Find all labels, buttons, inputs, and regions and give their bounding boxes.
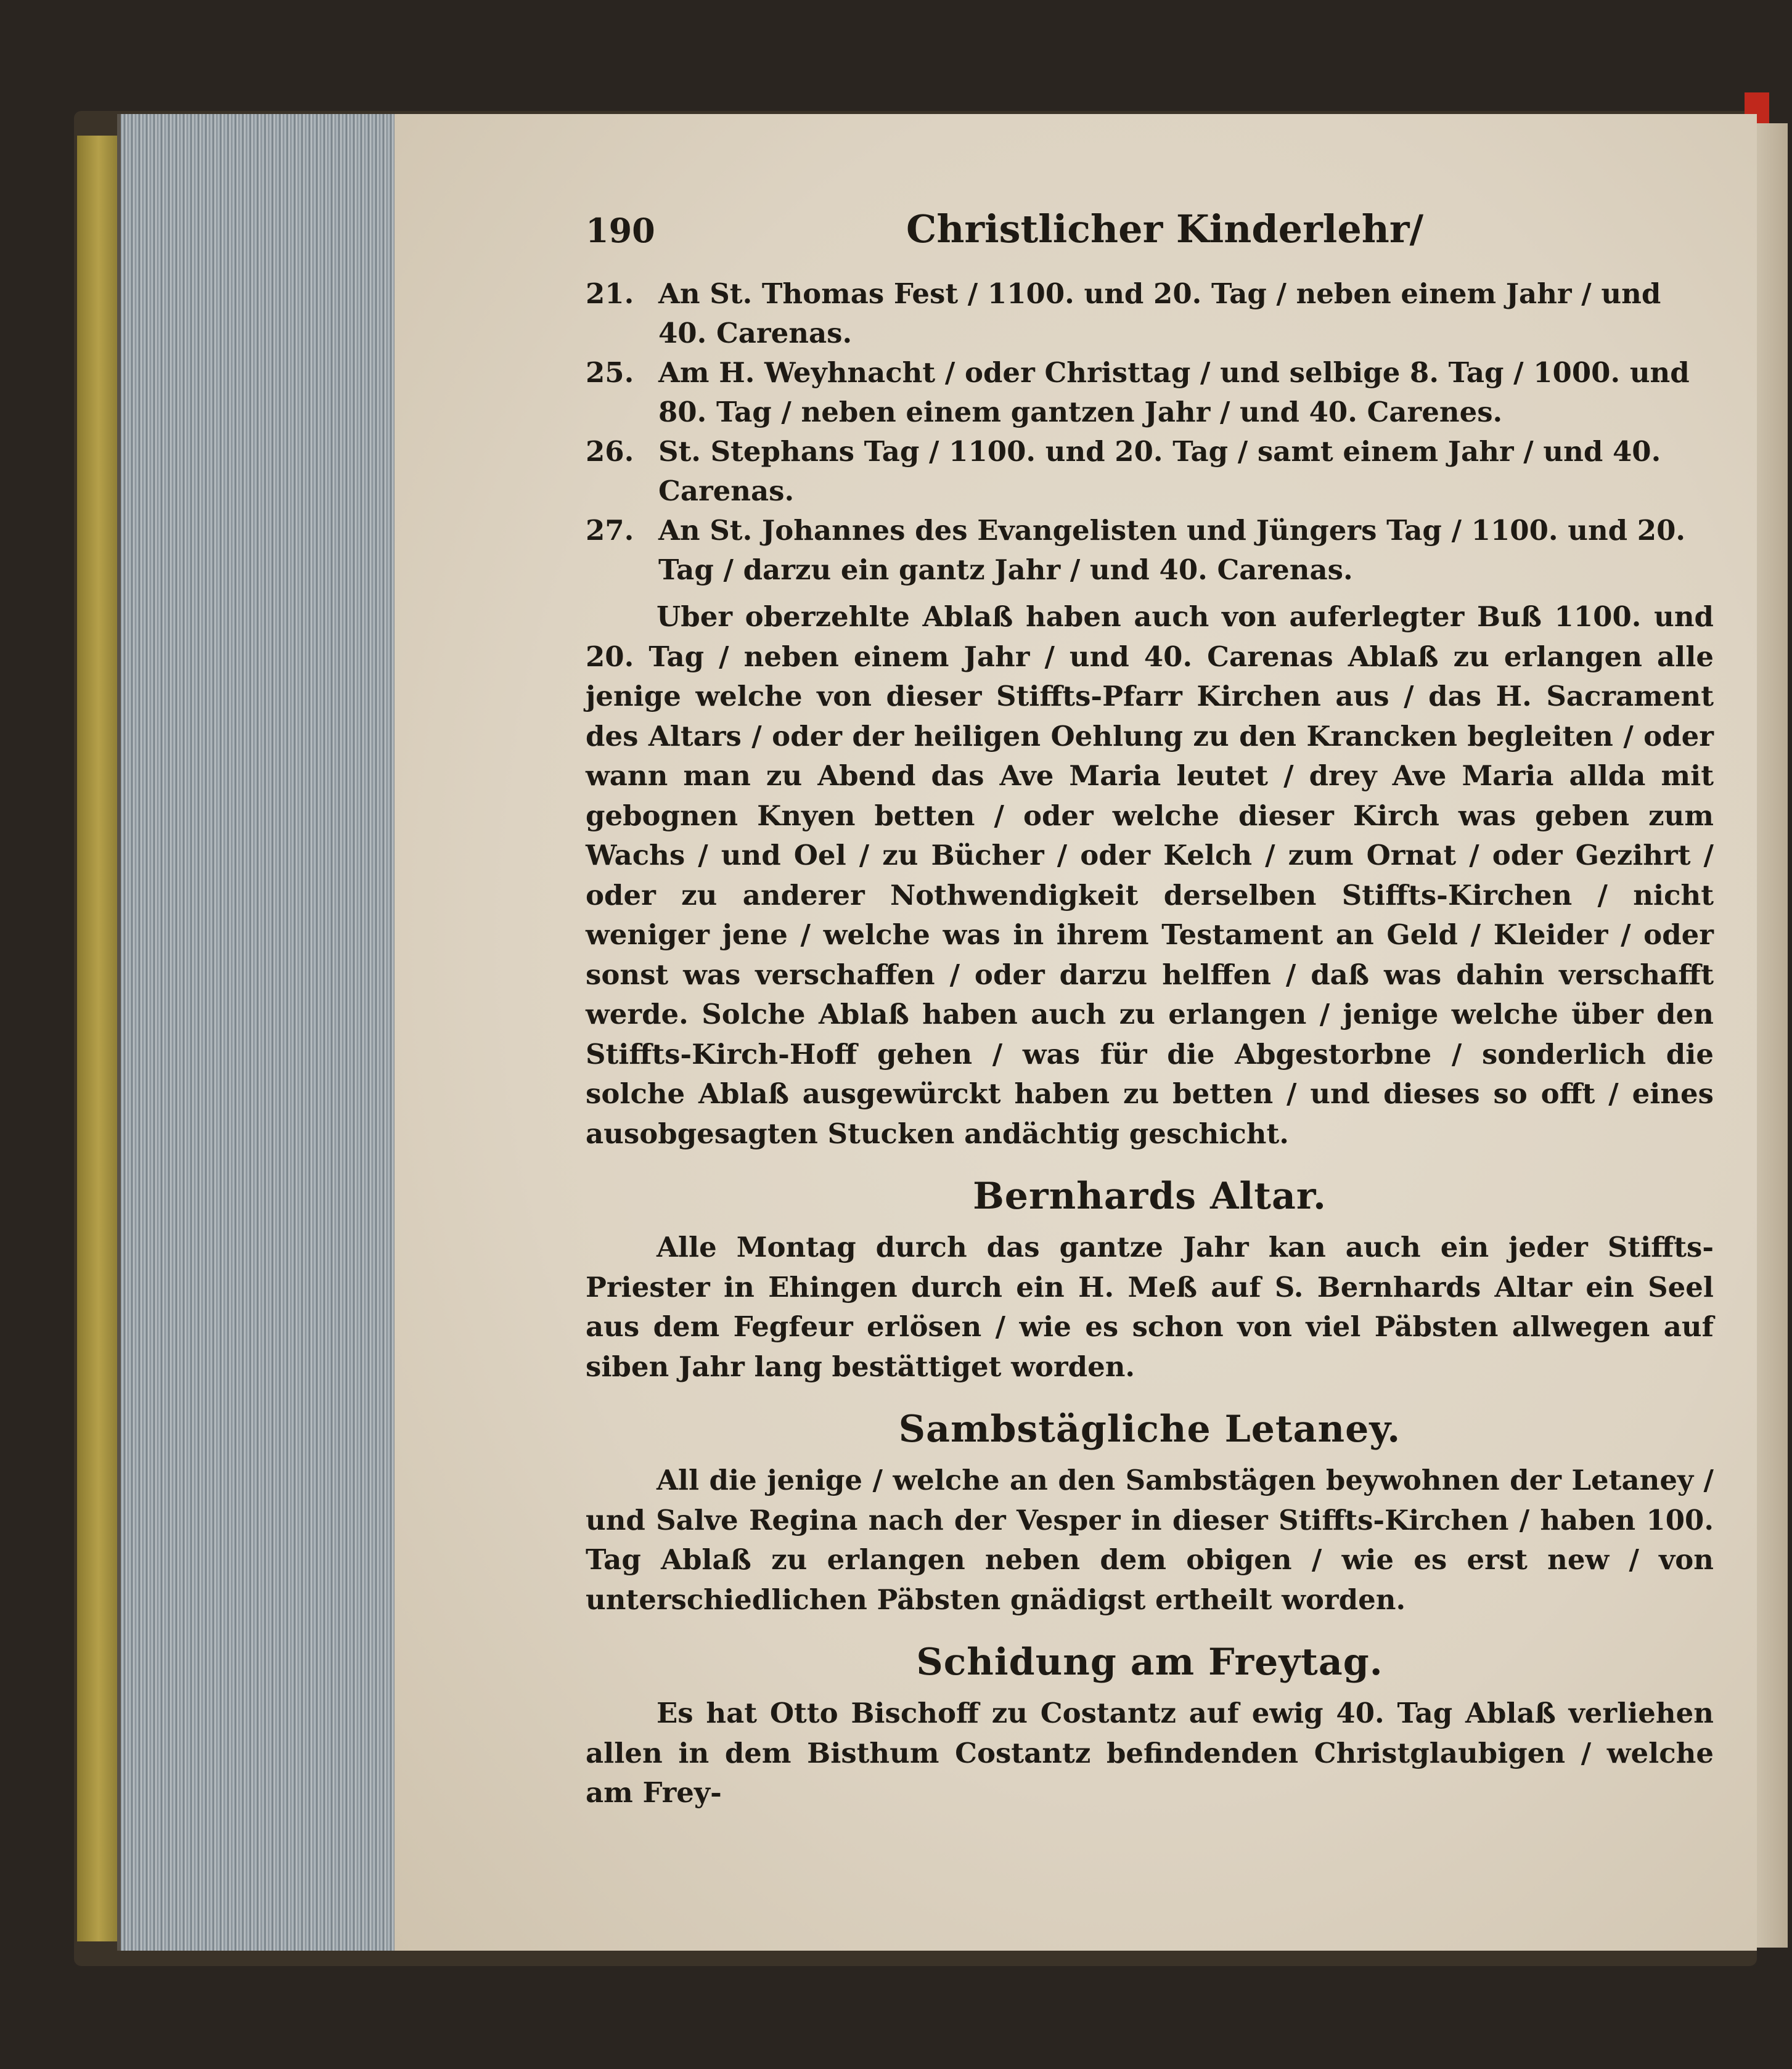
- freytag-paragraph: Es hat Otto Bischoff zu Costantz auf ewig 40. Tag Ablaß verliehen allen in dem Bisthum Costantz befindenden Christglaubigen / welche am Frey-: [586, 1697, 1714, 1809]
- section-heading-freytag: Schidung am Freytag.: [916, 1641, 1383, 1684]
- book-page: [395, 114, 1757, 1951]
- page-text-block: [586, 206, 1714, 1813]
- entry-text: St. Stephans Tag / 1100. und 20. Tag / samt einem Jahr / und 40. Carenas.: [658, 435, 1661, 507]
- entry-number: 25.: [586, 356, 634, 389]
- bernhards-altar-paragraph: Alle Montag durch das gantze Jahr kan auch ein jeder Stiffts-Priester in Ehingen durch ein H. Meß auf S. Bernhards Altar ein Seel aus dem Fegfeur erlösen / wie es schon von viel Päbsten allwegen auf siben Jahr lang bestättiget worden.: [586, 1231, 1714, 1383]
- entry-text: An St. Johannes des Evangelisten und Jüngers Tag / 1100. und 20. Tag / darzu ein gantz Jahr / und 40. Carenas.: [658, 514, 1686, 586]
- indulgence-paragraph: Uber oberzehlte Ablaß haben auch von auferlegter Buß 1100. und 20. Tag / neben einem Jahr / und 40. Carenas Ablaß zu erlangen alle jenige welche von dieser Stiffts-Pfarr Kirchen aus / das H. Sacrament des Altars / oder der heiligen Oehlung zu den Krancken begleiten / oder wann man zu Abend das Ave Maria leutet / drey Ave Maria allda mit gebognen Knyen betten / oder welche dieser Kirch was geben zum Wachs / und Oel / zu Bücher / oder Kelch / zum Ornat / oder Gezihrt / oder zu anderer Nothwendigkeit derselben Stiffts-Kirchen / nicht weniger jene / welche was in ihrem Testament an Geld / Kleider / oder sonst was verschaffen / oder darzu helffen / daß was dahin verschafft werde. Solche Ablaß haben auch zu erlangen / jenige welche über den Stiffts-Kirch-Hoff gehen / was für die Abgestorbne / sonderlich die solche Ablaß ausgewürckt haben zu betten / und dieses so offt / eines ausobgesagten Stucken andächtig geschicht.: [586, 600, 1714, 1150]
- entry-number: 26.: [586, 435, 634, 468]
- feast-entry-25: [586, 353, 1714, 432]
- entry-text: An St. Thomas Fest / 1100. und 20. Tag / neben einem Jahr / und 40. Carenas.: [658, 277, 1661, 349]
- page-edges: [117, 114, 404, 1951]
- page-number: 190: [586, 211, 655, 250]
- running-title: Christlicher Kinderlehr/: [906, 206, 1424, 251]
- running-head: [586, 206, 1714, 274]
- entry-number: 21.: [586, 277, 634, 310]
- section-heading-bernhards-altar: Bernhards Altar.: [973, 1175, 1327, 1218]
- section-heading-letaney: Sambstägliche Letaney.: [898, 1408, 1401, 1451]
- feast-entry-27: [586, 511, 1714, 590]
- feast-entry-21: [586, 274, 1714, 353]
- cover-edge: [77, 136, 120, 1941]
- letaney-paragraph: All die jenige / welche an den Sambstägen beywohnen der Letaney / und Salve Regina nach der Vesper in dieser Stiffts-Kirchen / haben 100. Tag Ablaß zu erlangen neben dem obigen / wie es erst new / von unterschiedlichen Päbsten gnädigst ertheilt worden.: [586, 1464, 1714, 1616]
- feast-entry-26: [586, 432, 1714, 511]
- entry-text: Am H. Weyhnacht / oder Christtag / und selbige 8. Tag / 1000. und 80. Tag / neben einem gantzen Jahr / und 40. Carenes.: [658, 356, 1690, 428]
- entry-number: 27.: [586, 514, 634, 547]
